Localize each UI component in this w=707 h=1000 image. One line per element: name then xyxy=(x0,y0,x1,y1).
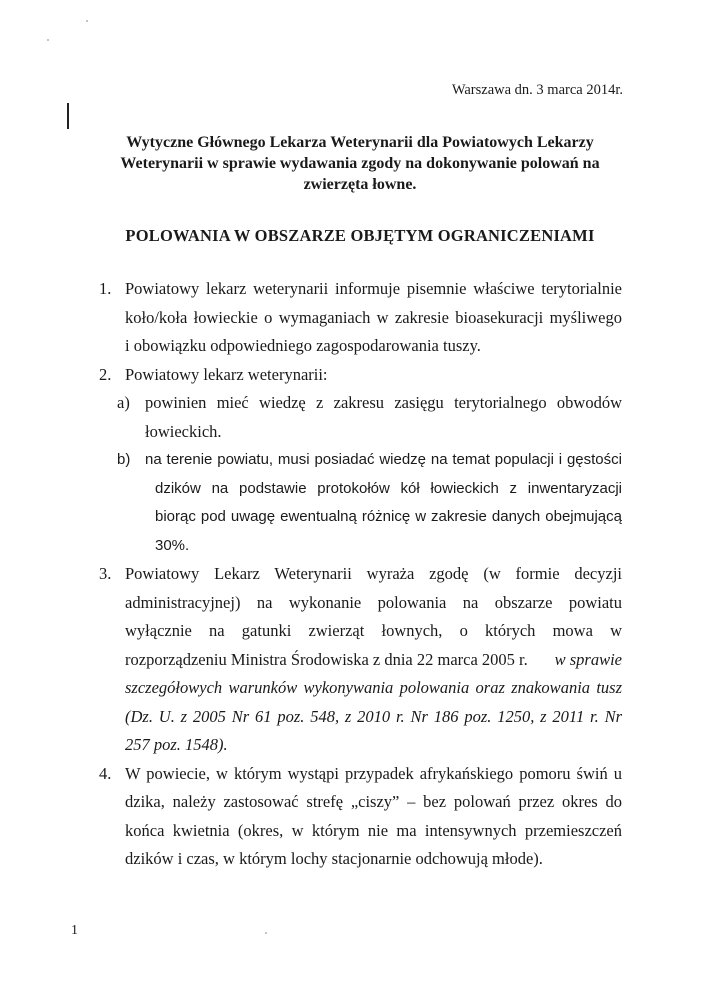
list-item-number: 2. xyxy=(99,364,112,384)
scan-speck xyxy=(47,39,49,41)
paragraph-line: łowieckich. xyxy=(145,421,222,441)
paragraph-line: W powiecie, w którym wystąpi przypadek afrykańskiego pomoru świń u xyxy=(125,763,622,783)
paragraph-line: koło/koła łowieckie o wymaganiach w zakresie bioasekuracji myśliwego xyxy=(125,307,622,327)
paragraph-line: szczegółowych warunków wykonywania polowania oraz znakowania tusz xyxy=(125,678,622,697)
paragraph-line: biorąc pod uwagę ewentualną różnicę w zakresie danych obejmującą xyxy=(155,508,622,525)
sub-item-letter: b) xyxy=(117,451,131,468)
title-line: zwierzęta łowne. xyxy=(303,176,417,193)
paragraph-line: na terenie powiatu, musi posiadać wiedzę na temat populacji i gęstości xyxy=(145,451,622,468)
document-date: Warszawa dn. 3 marca 2014r. xyxy=(451,82,623,98)
page-number: 1 xyxy=(71,923,78,938)
paragraph-line: 257 poz. 1548). xyxy=(125,735,228,754)
sub-item-letter: a) xyxy=(117,393,130,412)
paragraph-line: (Dz. U. z 2005 Nr 61 poz. 548, z 2010 r. Nr 186 poz. 1250, z 2011 r. Nr xyxy=(125,706,622,726)
list-item-number: 1. xyxy=(99,279,112,298)
paragraph-line: Powiatowy lekarz weterynarii informuje pisemnie właściwe terytorialnie xyxy=(125,279,622,298)
paragraph-line: dzików i czas, w którym lochy stacjonarnie odchowują młode). xyxy=(125,849,543,868)
sub-list-item xyxy=(99,446,622,560)
regulation-reference: rozporządzeniu Ministra Środowiska z dnia 22 marca 2005 r. xyxy=(125,649,528,669)
paragraph-line: powinien mieć wiedzę z zakresu zasięgu terytorialnego obwodów xyxy=(145,393,622,412)
paragraph-line: administracyjnej) na wykonanie polowania na obszarze powiatu xyxy=(125,592,622,612)
list-item xyxy=(99,760,622,874)
paragraph-line: Powiatowy Lekarz Weterynarii wyraża zgodę (w formie decyzji xyxy=(125,564,622,583)
list-item-number: 4. xyxy=(99,763,112,783)
scan-speck xyxy=(86,20,88,22)
paragraph-line: dzików na podstawie protokołów kół łowieckich z inwentaryzacji xyxy=(155,479,622,497)
list-item xyxy=(99,275,622,361)
title-line: Wytyczne Głównego Lekarza Weterynarii dla Powiatowych Lekarzy xyxy=(126,134,594,151)
paragraph-line: końca kwietnia (okres, w którym nie ma intensywnych przemieszczeń xyxy=(125,820,622,840)
margin-mark xyxy=(67,103,69,129)
list-item-number: 3. xyxy=(99,564,112,583)
list-item xyxy=(99,560,622,760)
title-line: Weterynarii w sprawie wydawania zgody na dokonywanie polowań na xyxy=(120,155,600,172)
paragraph-line: wyłącznie na gatunki zwierząt łownych, o których mowa w xyxy=(125,621,622,640)
paragraph-line xyxy=(125,646,622,675)
paragraph-line: dzika, należy zastosować strefę „ciszy” – bez polowań przez okres do xyxy=(125,792,622,811)
paragraph-line: i obowiązku odpowiedniego zagospodarowania tuszy. xyxy=(125,336,481,355)
document-body xyxy=(99,275,622,874)
section-heading: POLOWANIA W OBSZARZE OBJĘTYM OGRANICZENIAMI xyxy=(125,226,595,245)
sub-list-item xyxy=(99,389,622,446)
list-item xyxy=(99,361,622,390)
document-title xyxy=(90,132,630,195)
paragraph-line: Powiatowy lekarz weterynarii: xyxy=(125,364,328,384)
scan-speck xyxy=(265,932,267,934)
paragraph-line: 30%. xyxy=(155,536,190,554)
regulation-title: w sprawie xyxy=(554,649,622,669)
